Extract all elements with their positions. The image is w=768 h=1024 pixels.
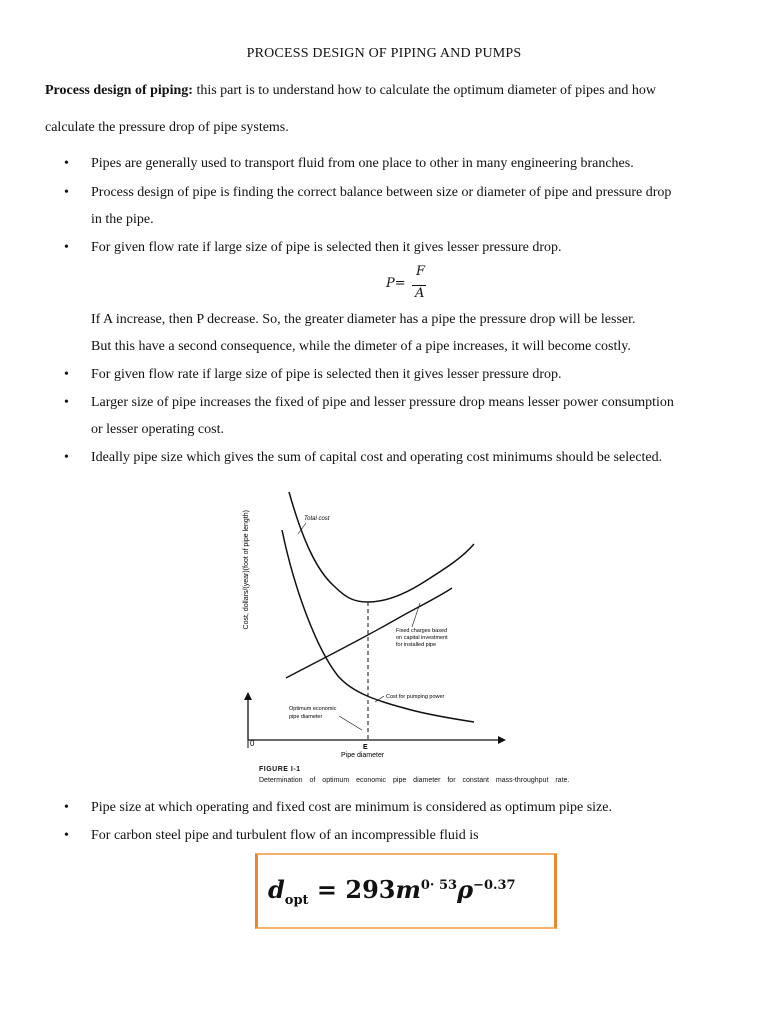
optimum-pointer bbox=[339, 716, 362, 730]
bullet-dot: • bbox=[64, 240, 69, 255]
origin-label: 0 bbox=[250, 739, 255, 748]
e-label: E bbox=[363, 744, 368, 751]
intro-line-1: this part is to understand how to calculate the optimum diameter of pipes and how bbox=[192, 83, 656, 98]
bullet-dot: • bbox=[64, 828, 69, 843]
paragraph-2: But this have a second consequence, while the dimeter of a pipe increases, it will become costly. bbox=[91, 339, 631, 354]
bullet-text: For given flow rate if large size of pipe is selected then it gives lesser pressure drop. bbox=[91, 240, 562, 255]
intro-paragraph bbox=[45, 83, 735, 99]
bullet-continuation: in the pipe. bbox=[91, 212, 154, 227]
bullet-text: For carbon steel pipe and turbulent flow of an incompressible fluid is bbox=[91, 828, 479, 843]
x-axis-label: Pipe diameter bbox=[341, 752, 385, 759]
y-axis-arrow bbox=[244, 692, 252, 700]
eq-exponent-1: 0· 53 bbox=[420, 878, 458, 893]
eq-d: d bbox=[268, 875, 285, 904]
bullet-dot: • bbox=[64, 185, 69, 200]
bullet-dot: • bbox=[64, 450, 69, 465]
bullet-text: Process design of pipe is finding the correct balance between size or diameter of pipe and pressure drop bbox=[91, 185, 672, 200]
optimum-label-line-1: Optimum economic bbox=[289, 706, 337, 712]
pumping-cost-curve bbox=[282, 530, 474, 722]
bullet-continuation: or lesser operating cost. bbox=[91, 422, 224, 437]
x-axis-arrow bbox=[498, 736, 506, 744]
document-title: PROCESS DESIGN OF PIPING AND PUMPS bbox=[246, 46, 522, 61]
eq-rho: ρ bbox=[457, 875, 474, 904]
eq-mid: = 293 bbox=[308, 875, 396, 904]
optimum-diameter-equation-box bbox=[255, 853, 557, 929]
bullet-dot: • bbox=[64, 156, 69, 171]
total-cost-label: Total cost bbox=[304, 516, 330, 522]
optimum-diameter-equation bbox=[268, 875, 516, 908]
optimum-label-line-2: pipe diameter bbox=[289, 714, 323, 720]
bullet-text: Ideally pipe size which gives the sum of capital cost and operating cost minimums should be selected. bbox=[91, 450, 663, 465]
bullet-text: Pipes are generally used to transport fluid from one place to other in many engineering branches. bbox=[91, 156, 634, 171]
figure-caption-title: FIGURE I-1 bbox=[259, 766, 301, 773]
bullet-text: Pipe size at which operating and fixed cost are minimum is considered as optimum pipe size. bbox=[91, 800, 612, 815]
fixed-label-line-1: Fixed charges based bbox=[396, 628, 448, 634]
fixed-label-line-3: for installed pipe bbox=[396, 642, 437, 648]
intro-bold-label: Process design of piping: bbox=[45, 83, 193, 98]
bullet-text: For given flow rate if large size of pipe is selected then it gives lesser pressure drop. bbox=[91, 367, 562, 382]
fixed-label-pointer bbox=[412, 603, 420, 627]
intro-line-2: calculate the pressure drop of pipe systems. bbox=[45, 120, 289, 135]
pumping-label: Cost for pumping power bbox=[386, 694, 445, 700]
fixed-label-line-2: on capital investment bbox=[396, 635, 448, 641]
eq-subscript: opt bbox=[284, 892, 309, 908]
formula-denominator: A bbox=[415, 286, 425, 301]
eq-m: m bbox=[395, 875, 421, 904]
total-cost-curve bbox=[289, 492, 474, 602]
eq-exponent-2: −0.37 bbox=[473, 878, 516, 893]
paragraph-1: If A increase, then P decrease. So, the greater diameter has a pipe the pressure drop will be lesser. bbox=[91, 312, 636, 327]
bullet-dot: • bbox=[64, 395, 69, 410]
formula-numerator: F bbox=[416, 264, 426, 279]
formula-lhs: P= bbox=[386, 276, 406, 291]
bullet-dot: • bbox=[64, 800, 69, 815]
bullet-dot: • bbox=[64, 367, 69, 382]
figure-caption-text: Determination of optimum economic pipe diameter for constant mass-throughput rate. bbox=[259, 777, 570, 784]
bullet-text: Larger size of pipe increases the fixed of pipe and lesser pressure drop means lesser power consumption bbox=[91, 395, 674, 410]
cost-diameter-figure bbox=[234, 478, 554, 790]
y-axis-label: Cost, dollars/(year)(foot of pipe length) bbox=[243, 510, 250, 630]
